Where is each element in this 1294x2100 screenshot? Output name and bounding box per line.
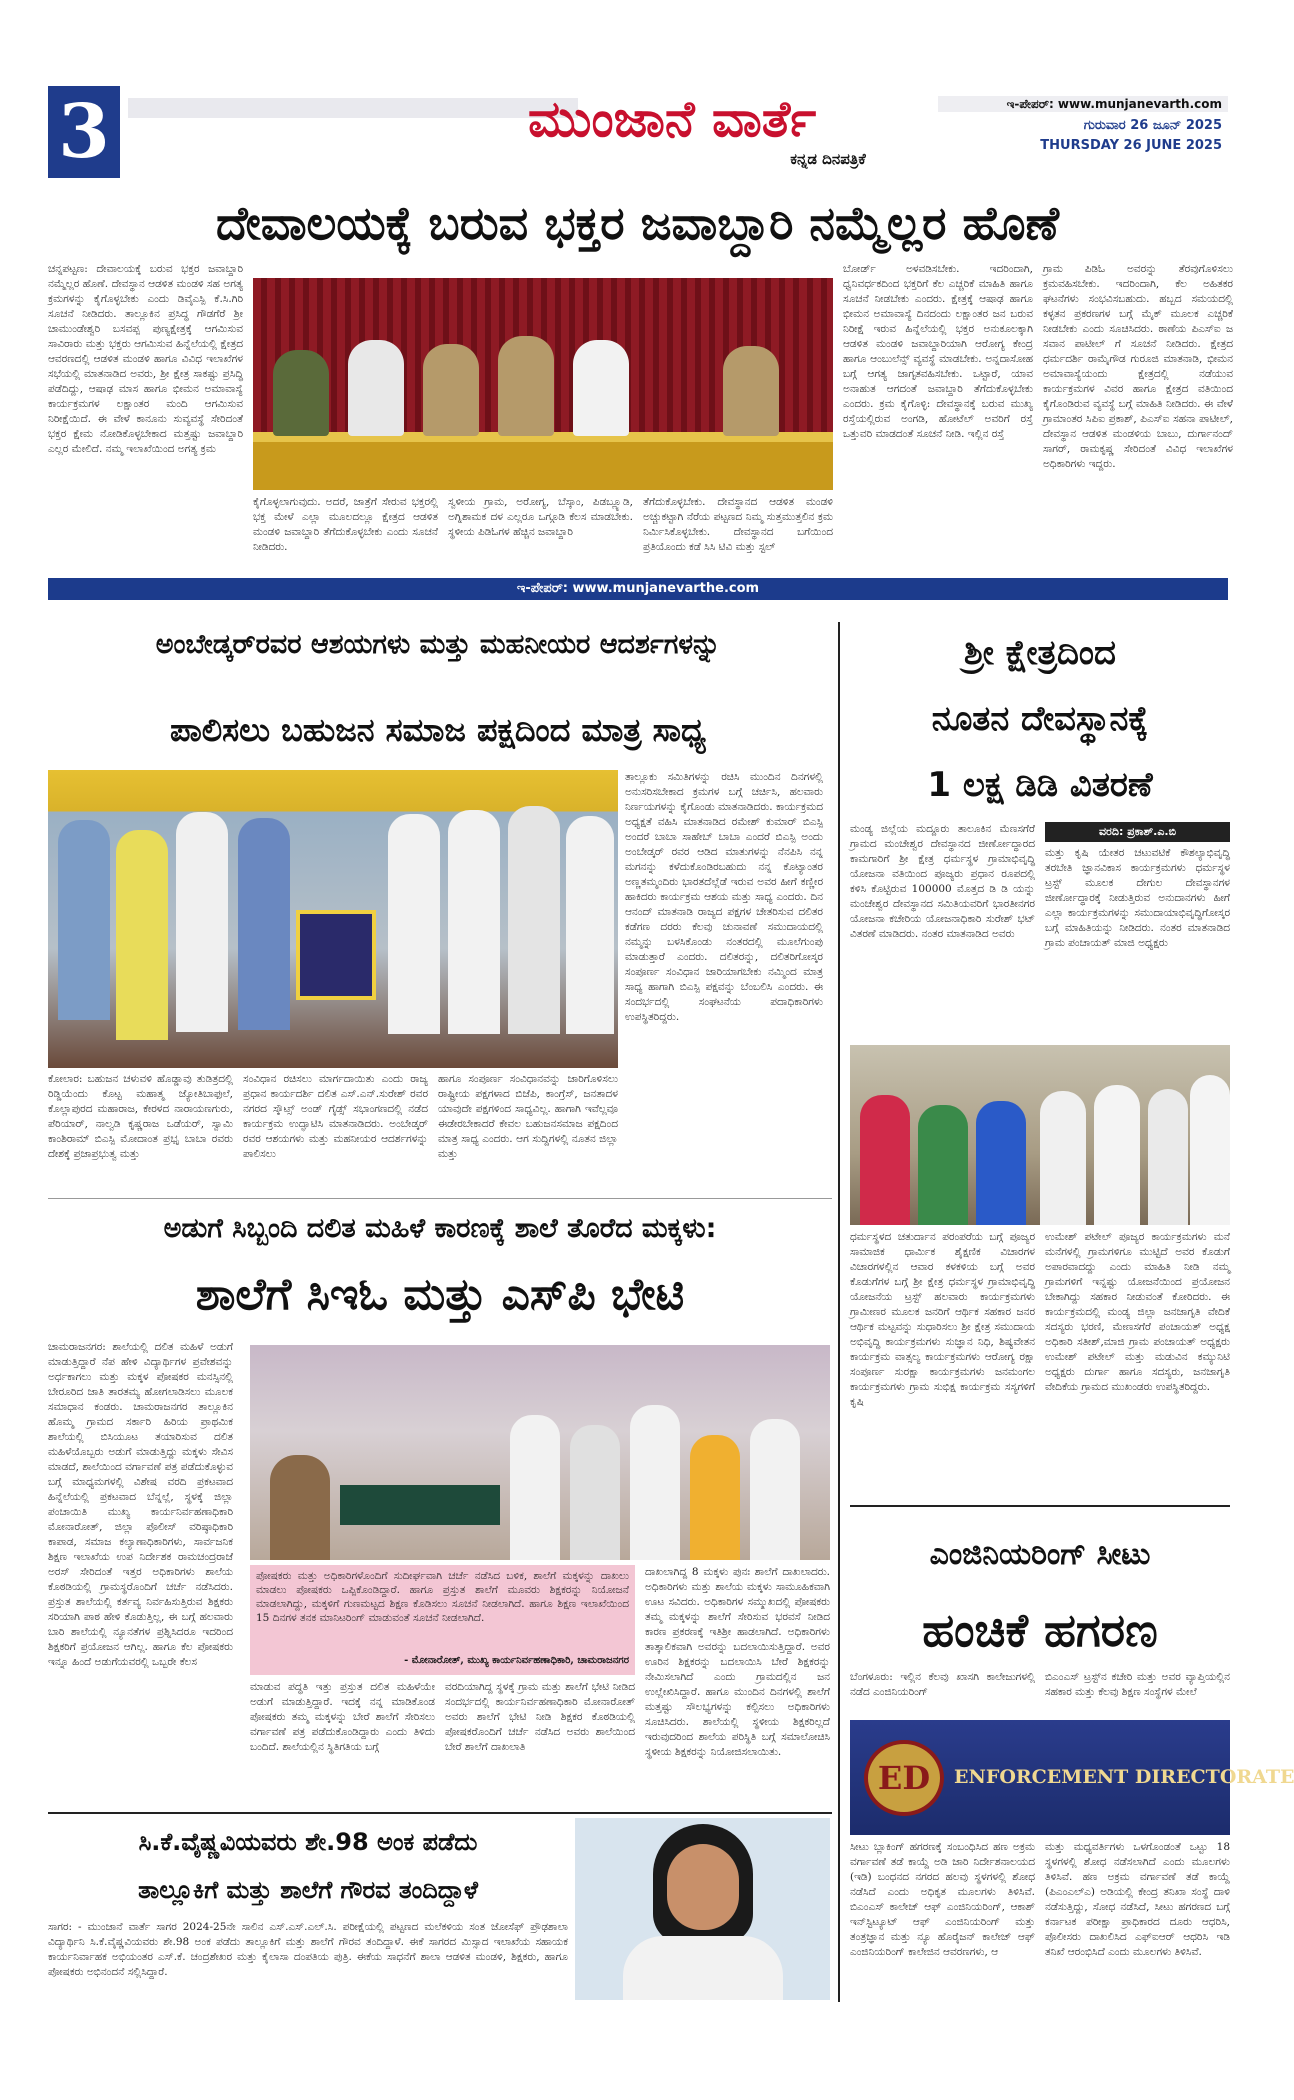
lead-col-1: ಚನ್ನಪಟ್ಟಣ: ದೇವಾಲಯಕ್ಕೆ ಬರುವ ಭಕ್ತರ ಜವಾಬ್ದಾರಿ ನಮ್ಮೆಲ್ಲರ ಹೊಣೆ. ದೇವಸ್ಥಾನ ಆಡಳಿತ ಮಂಡಳಿ ಸಹ ಅಗತ್ಯ ಕ್ರಮಗಳನ್ನು ಕೈಗೊಳ್ಳಬೇಕು ಎಂದು ಡಿವೈಎಸ್ಪಿ ಕೆ.ಸಿ.ಗಿರಿ ಸೂಚನೆ ನೀಡಿದರು. ತಾಲ್ಲೂಕಿನ ಪ್ರಸಿದ್ಧ ಗೌಡಗೆರೆ ಶ್ರೀ ಚಾಮುಂಡೇಶ್ವರಿ ಬಸವಪ್ಪ ಪುಣ್ಯಕ್ಷೇತ್ರಕ್ಕೆ ಆಗಮಿಸುವ ಸಾವಿರಾರು ಮತ್ತು ಭಕ್ತರು ಆಗಮಿಸುವ ಹಿನ್ನೆಲೆಯಲ್ಲಿ ಕ್ಷೇತ್ರದ ಆವರಣದಲ್ಲಿ ಆಡಳಿತ ಮಂಡಳಿ ಹಾಗೂ ವಿವಿಧ ಇಲಾಖೆಗಳ ಸಭೆಯಲ್ಲಿ ಮಾತನಾಡಿದ ಅವರು, ಶ್ರೀ ಕ್ಷೇತ್ರ ಸಾಕಷ್ಟು ಪ್ರಸಿದ್ಧಿ ಪಡೆದಿದ್ದು, ಆಷಾಢ ಮಾಸ ಹಾಗೂ ಭೀಮನ ಅಮಾವಾಸ್ಯೆ ಕಾರ್ಯಕ್ರಮಗಳ ಲಕ್ಷಾಂತರ ಮಂದಿ ಆಗಮಿಸುವ ನಿರೀಕ್ಷೆಯಿದೆ. ಈ ವೇಳೆ ಕಾನೂನು ಸುವ್ಯವಸ್ಥೆ ಸೇರಿದಂತೆ ಭಕ್ತರ ಕ್ಷೇಮ ನೋಡಿಕೊಳ್ಳಬೇಕಾದ ಮತ್ತಷ್ಟು ಜವಾಬ್ದಾರಿ ಎಲ್ಲರ ಮೇಲಿದೆ. ನಮ್ಮ ಇಲಾಖೆಯಿಂದ ಅಗತ್ಯ ಕ್ರಮ bbox=[48, 263, 243, 455]
bsp-photo-person bbox=[58, 820, 110, 1020]
student-top-rule bbox=[48, 1812, 832, 1814]
engineering-photo-sign: ENFORCEMENT DIRECTORATE bbox=[954, 1766, 1294, 1788]
epaper-banner[interactable] bbox=[48, 578, 1228, 600]
devasthana-photo-person bbox=[1094, 1085, 1140, 1225]
bsp-photo-portrait bbox=[296, 910, 376, 1000]
lead-col-3: ಸ್ವಳೀಯ ಗ್ರಾಮ, ಅರೋಗ್ಯ, ಬೆಸ್ಕಾಂ, ಪಿಡಬ್ಲ್ಯೂಡಿ, ಅಗ್ನಿಶಾಮಕ ದಳ ಎಲ್ಲರೂ ಒಗ್ಗೂಡಿ ಕೆಲಸ ಮಾಡಬೇಕು. ಸ್ಥಳೀಯ ಪಿಡಿಓಗಳ ಹೆಚ್ಚಿನ ಜವಾಬ್ದಾರಿ bbox=[448, 496, 633, 538]
masthead-left-band bbox=[128, 98, 578, 118]
devasthana-byline bbox=[1045, 822, 1230, 842]
school-headline-line-2: ಶಾಲೆಗೆ ಸಿಇಓ ಮತ್ತು ಎಸ್‌ಪಿ ಭೇಟಿ bbox=[195, 1269, 685, 1320]
lead-photo-person bbox=[423, 344, 479, 436]
school-photo-person bbox=[510, 1415, 560, 1560]
devasthana-photo-person bbox=[860, 1095, 910, 1225]
bsp-right-col: ತಾಲ್ಲೂಕು ಸಮಿತಿಗಳನ್ನು ರಚಿಸಿ ಮುಂದಿನ ದಿನಗಳಲ್ಲಿ ಅನುಸರಿಸಬೇಕಾದ ಕ್ರಮಗಳ ಬಗ್ಗೆ ಚರ್ಚಿಸಿ, ಹಲವಾರು ನಿರ್ಣಯಗಳನ್ನು ಕೈಗೊಂಡು ಮಾತನಾಡಿದರು. ಕಾರ್ಯಕ್ರಮದ ಅಧ್ಯಕ್ಷತೆ ವಹಿಸಿ ಮಾತನಾಡಿದ ರಮೇಶ್ ಕುಮಾರ್ ಬಿಎಸ್ಪಿ ಅಂದರೆ ಬಾಬಾ ಸಾಹೇಬ್ ಬಾಬಾ ಎಂದರೆ ಬಿಎಸ್ಪಿ ಅಂದು ಅಂಬೇಡ್ಕರ್ ರವರ ಆಡಿದ ಮಾತುಗಳನ್ನು ನೆನಪಿಸಿ ನನ್ನ ಮಗನನ್ನು ಕಳೆದುಕೊಂಡಿರಬಹುದು ನನ್ನ ಕೊಟ್ಯಾಂತರ ಅಣ್ಣತಮ್ಮಂದಿರು ಭಾರತದೆಲ್ಲೆಡೆ ಇರುವ ಅವರ ಹೀಗೆ ಕಣ್ಣೀರ ಹಾಕಿದರು ಕಾರ್ಯಕ್ರಮ ಆಶಯ ಮತ್ತು ಸಾಧ್ಯ ಎಂದರು. ದಿನ ಆನಂದ್ ಮಾತನಾಡಿ ರಾಜ್ಯದ ಪಕ್ಷಗಳ ಚೇತರಿಸುವ ದಲಿತರ ಕಡೆಗಣ ದರರು ಕೆಲವು ಚುನಾವಣೆ ಸಮುದಾಯದಲ್ಲಿ ನಮ್ಮನ್ನು ಬಳಸಿಕೊಂಡು ನಂತರದಲ್ಲಿ ಮೂಲೆಗುಂಪು ಮಾಡುತ್ತಾರೆ ಎಂದರು. ದಲಿತರನ್ನು, ದಲಿತರಿಗೋಸ್ಕರ ಸಂಪೂರ್ಣ ಸಂವಿಧಾನ ಜಾರಿಯಾಗಬೇಕು ನಮ್ಮಿಂದ ಮಾತ್ರ ಸಾಧ್ಯ ಹಾಗಾಗಿ ಬಿಎಸ್ಪಿ ಪಕ್ಷವನ್ನು ಬೆಂಬಲಿಸಿ ಎಂದರು. ಈ ಸಂದರ್ಭದಲ್ಲಿ ಸಂಘಟನೆಯ ಪದಾಧಿಕಾರಿಗಳು ಉಪಸ್ಥಿತರಿದ್ದರು. bbox=[625, 771, 823, 1023]
lead-photo-stage bbox=[253, 442, 833, 490]
engineering-top-rule bbox=[850, 1505, 1230, 1507]
lead-photo bbox=[253, 278, 833, 490]
bsp-bottom-rule bbox=[48, 1198, 832, 1199]
bsp-photo-person bbox=[566, 816, 614, 1034]
bsp-photo-person bbox=[238, 818, 290, 1030]
school-photo-person bbox=[630, 1405, 680, 1560]
student-headline-line-1: ಸಿ.ಕೆ.ವೈಷ್ಣವಿಯವರು ಶೇ.98 ಅಂಕ ಪಡೆದು bbox=[138, 1828, 478, 1856]
devasthana-headline-line-2: ನೂತನ ದೇವಸ್ಥಾನಕ್ಕೆ bbox=[931, 699, 1149, 739]
school-col-2: ಮಾಡುವ ಪದ್ಧತಿ ಇತ್ತು ಪ್ರಸ್ತುತ ದಲಿತ ಮಹಿಳೆಯೇ ಅಡುಗೆ ಮಾಡುತ್ತಿದ್ದಾರೆ. ಇದಕ್ಕೆ ನನ್ನ ಮಾಡಿಕೊಂಡ ಪೋಷಕರು ತಮ್ಮ ಮಕ್ಕಳನ್ನು ಬೇರೆ ಶಾಲೆಗೆ ಸೇರಿಸಲು ವರ್ಗಾವಣೆ ಪತ್ರ ಪಡೆದುಕೊಂಡಿದ್ದಾರು ಎಂದು ತಿಳಿದು ಬಂದಿದೆ. ಶಾಲೆಯಲ್ಲಿನ ಸ್ಥಿತಿಗತಿಯ ಬಗ್ಗೆ bbox=[250, 1681, 435, 1753]
bsp-col-2: ಸಂವಿಧಾನ ರಚಿಸಲು ಮಾರ್ಗದಾಯಿತು ಎಂದು ರಾಜ್ಯ ಪ್ರಧಾನ ಕಾರ್ಯದರ್ಶಿ ದಲಿತ ಎಸ್.ಎನ್.ಸುರೇಶ್ ರವರ ನಗರದ ಸ್ಕೌಟ್ಸ್ ಅಂಡ್ ಗೈಡ್ಸ್ ಸಭಾಂಗಣದಲ್ಲಿ ನಡೆದ ಕಾರ್ಯಕ್ರಮ ಉದ್ಘಾಟಿಸಿ ಮಾತನಾಡಿದರು. ಅಂಬೇಡ್ಕರ್ ರವರ ಆಶಯಗಳು ಮತ್ತು ಮಹನೀಯರ ಆದರ್ಶಗಳನ್ನು ಪಾಲಿಸಲು bbox=[243, 1073, 428, 1160]
page-number: 3 bbox=[58, 89, 110, 175]
bsp-photo-person bbox=[508, 806, 560, 1034]
school-photo-person bbox=[750, 1419, 800, 1560]
lead-photo-person bbox=[273, 350, 329, 436]
bsp-col-3: ಹಾಗೂ ಸಂಪೂರ್ಣ ಸಂವಿಧಾನವನ್ನು ಜಾರಿಗೊಳಿಸಲು ರಾಷ್ಟ್ರೀಯ ಪಕ್ಷಗಳಾದ ಬಿಜೆಪಿ, ಕಾಂಗ್ರೆಸ್, ಜನತಾದಳ ಯಾವುದೇ ಪಕ್ಷಗಳಿಂದ ಸಾಧ್ಯವಿಲ್ಲ. ಹಾಗಾಗಿ ಇವೆಲ್ಲವೂ ಈಡೇರಬೇಕಾದರೆ ಕೇವಲ ಬಹುಜನಸಮಾಜ ಪಕ್ಷದಿಂದ ಮಾತ್ರ ಸಾಧ್ಯ ಎಂದರು. ಆಗ ಸುದ್ದಿಗಳಲ್ಲಿ ನೂತನ ಜಿಲ್ಲಾ ಮತ್ತು bbox=[438, 1073, 618, 1160]
devasthana-col-4: ಉಮೇಶ್ ಪಟೇಲ್ ಪೂಜ್ಯರ ಕಾರ್ಯಕ್ರಮಗಳು ಮನೆ ಮನೆಗಳಲ್ಲಿ ಗ್ರಾಮಗಳಿಗೂ ಮುಟ್ಟಿದೆ ಅವರ ಕೊಡುಗೆ ಅಪಾರವಾದದ್ದು ಎಂದು ಮಾಹಿತಿ ನೀಡಿ ನಮ್ಮ ಗ್ರಾಮಗಳಿಗೆ ಇನ್ನಷ್ಟು ಯೋಜನೆಯಿಂದ ಪ್ರಯೋಜನ ಬೇಕಾಗಿದ್ದು ಸಹಕಾರ ನೀಡುವಂತೆ ಕೋರಿದರು. ಈ ಕಾರ್ಯಕ್ರಮದಲ್ಲಿ ಮಂಡ್ಯ ಜಿಲ್ಲಾ ಜನಜಾಗೃತಿ ವೇದಿಕೆ ಸದಸ್ಯರು ಭರಣಿ, ಮೇಣಸಗೆರೆ ಪಂಚಾಯತ್ ಅಧ್ಯಕ್ಷ ಅಧಿಕಾರಿ ಸತೀಶ್,ಮಾಜಿ ಗ್ರಾಮ ಪಂಚಾಯತ್ ಅಧ್ಯಕ್ಷರು ಉಮೇಶ್ ಪಟೇಲ್ ಮತ್ತು ಮಡುವಿನ ಕಮ್ಯುನಿಟಿ ಅಧ್ಯಕ್ಷರು ದುರ್ಗಾ ಹಾಗೂ ಸದಸ್ಯರು, ಜನಜಾಗೃತಿ ವೇದಿಕೆಯ ಗ್ರಾಮದ ಮುಖಂಡರು ಉಪಸ್ಥಿತರಿದ್ದರು. bbox=[1045, 1231, 1230, 1393]
school-col-1: ಚಾಮರಾಜನಗರ: ಶಾಲೆಯಲ್ಲಿ ದಲಿತ ಮಹಿಳೆ ಅಡುಗೆ ಮಾಡುತ್ತಿದ್ದಾರೆ ನೆಪ ಹೇಳಿ ವಿದ್ಯಾರ್ಥಿಗಳ ಪ್ರವೇಶವನ್ನು ಅರ್ಧಕಾಗಲು ಮತ್ತು ಮಕ್ಕಳ ಪೋಷಕರ ಮನಸ್ಸಿನಲ್ಲಿ ಬೇರೂರಿದ ಜಾತಿ ತಾರತಮ್ಯ ಹೋಗಲಾಡಿಸಲು ಮೂಲಕ ಸಮಾಧಾನ ಕಂಡರು. ಚಾಮರಾಜನಗರ ತಾಲ್ಲೂಕಿನ ಹೊಮ್ಮ ಗ್ರಾಮದ ಸರ್ಕಾರಿ ಹಿರಿಯ ಪ್ರಾಥಮಿಕ ಶಾಲೆಯಲ್ಲಿ ಬಿಸಿಯೂಟ ತಯಾರಿಸುವ ದಲಿತ ಮಹಿಳೆಯೊಬ್ಬರು ಅಡುಗೆ ಮಾಡುತ್ತಿದ್ದು ಮಕ್ಕಳು ಸೇವಿಸ ಮಾಡದೆ, ಶಾಲೆಯಿಂದ ವರ್ಗಾವಣೆ ಪತ್ರ ಪಡೆದುಕೊಳ್ಳುವ ಬಗ್ಗೆ ಮಾಧ್ಯಮಗಳಲ್ಲಿ ವಿಶೇಷ ವರದಿ ಪ್ರಕಟವಾದ ಹಿನ್ನೆಲೆಯಲ್ಲಿ ಪ್ರಕಟವಾದ ಬೆನ್ನಲ್ಲೆ, ಸ್ಥಳಕ್ಕೆ ಜಿಲ್ಲಾ ಪಂಚಾಯಿತಿ ಮುಖ್ಯ ಕಾರ್ಯನಿರ್ವಹಣಾಧಿಕಾರಿ ಮೋನಾರೋತ್, ಜಿಲ್ಲಾ ಪೊಲೀಸ್ ವರಿಷ್ಠಾಧಿಕಾರಿ ಕಾಪಾಡ, ಸಮಾಜ ಕಲ್ಯಾಣಾಧಿಕಾರಿಗಳು, ಸಾರ್ವಜನಿಕ ಶಿಕ್ಷಣ ಇಲಾಖೆಯ ಉಪ ನಿರ್ದೇಶಕ ರಾಮಚಂದ್ರರಾಜೆ ಅರಸ್ ಸೇರಿದಂತೆ ಇತ್ತರ ಅಧಿಕಾರಿಗಳು ಶಾಲೆಯ ಕೊಠಡಿಯಲ್ಲಿ ಗ್ರಾಮಸ್ಥರೊಂದಿಗೆ ಚರ್ಚೆ ನಡೆಸಿದರು. ಪ್ರಸ್ತುತ ಶಾಲೆಯಲ್ಲಿ ಕರ್ತವ್ಯ ನಿರ್ವಹಿಸುತ್ತಿರುವ ಶಿಕ್ಷಕರು ಸರಿಯಾಗಿ ಪಾಠ ಹೇಳಿ ಕೊಡುತ್ತಿಲ್ಲ, ಈ ಬಗ್ಗೆ ಹಲವಾರು ಬಾರಿ ಶಾಲೆಯಲ್ಲಿ ನ್ಯೂನತೆಗಳ ಪ್ರಶ್ನಿಸಿದರೂ ಇದರಿಂದ ಶಿಕ್ಷಕರಿಗೆ ಪ್ರಯೋಜನ ಆಗಿಲ್ಲ. ಹಾಗೂ ಕೆಲ ಪೋಷಕರು ಇನ್ನೂ ಹಿಂದೆ ಅಡುಗೆಯವರಲ್ಲಿ ಒಬ್ಬರೇ ಕೆಲಸ bbox=[48, 1341, 233, 1668]
bsp-photo-person bbox=[176, 812, 228, 1032]
lead-photo-person bbox=[498, 336, 554, 436]
school-photo-table bbox=[340, 1485, 500, 1525]
page-number-box bbox=[48, 86, 120, 178]
bsp-headline-line-1: ಅಂಬೇಡ್ಕರ್‌ರವರ ಆಶಯಗಳು ಮತ್ತು ಮಹನೀಯರ ಆದರ್ಶಗಳನ್ನು bbox=[155, 629, 721, 660]
masthead-subtitle: ಕನ್ನಡ ದಿನಪತ್ರಿಕೆ bbox=[790, 150, 866, 168]
lead-photo-person bbox=[573, 340, 629, 436]
school-headline-line-1: ಅಡುಗೆ ಸಿಬ್ಬಂದಿ ದಲಿತ ಮಹಿಳೆ ಕಾರಣಕ್ಕೆ ಶಾಲೆ ತೊರೆದ ಮಕ್ಕಳು: bbox=[163, 1213, 717, 1244]
date-kannada: ಗುರುವಾರ 26 ಜೂನ್ 2025 bbox=[1083, 118, 1222, 133]
lead-col-5: ಬೋರ್ಡ್ ಅಳವಡಿಸಬೇಕು. ಇದರಿಂದಾಗಿ, ಧ್ವನಿವರ್ಧಕದಿಂದ ಭಕ್ತರಿಗೆ ಕೆಲ ಎಚ್ಚರಿಕೆ ಮಾಹಿತಿ ಹಾಗೂ ಸೂಚನೆ ನೀಡಬೇಕು ಎಂದರು. ಕ್ಷೇತ್ರಕ್ಕೆ ಆಷಾಢ ಹಾಗೂ ಭೀಮನ ಅಮಾವಾಸ್ಯೆ ದಿನದಂದು ಲಕ್ಷಾಂತರ ಜನ ಬರುವ ನಿರೀಕ್ಷೆ ಇರುವ ಹಿನ್ನೆಲೆಯಲ್ಲಿ ಭಕ್ತರ ಅನುಕೂಲಕ್ಕಾಗಿ ಆಡಳಿತ ಮಂಡಳಿ ಜವಾಬ್ದಾರಿಯಾಗಿ ಆರೋಗ್ಯ ಕೇಂದ್ರ ಹಾಗೂ ಆಂಬುಲೆನ್ಸ್ ವ್ಯವಸ್ಥೆ ಮಾಡಬೇಕು. ಅನ್ನದಾಸೋಹ ಬಗ್ಗೆ ಆಗತ್ಯ ಜಾಗೃತವಹಿಸಬೇಕು. ಒಟ್ಟಾರೆ, ಯಾವ ಅನಾಹುತ ಆಗದಂತೆ ಜವಾಬ್ದಾರಿ ತೆಗೆದುಕೊಳ್ಳಬೇಕು ಎಂದರು. ಕ್ರಮ ಕೈಗೊಳ್ಳಿ: ದೇವಸ್ಥಾನಕ್ಕೆ ಬರುವ ಮುಖ್ಯ ರಸ್ತೆಯಲ್ಲಿರುವ ಅಂಗಡಿ, ಹೋಟೆಲ್ ಅವರಿಗೆ ರಸ್ತೆ ಒತ್ತುವರಿ ಮಾಡದಂತೆ ಸೂಚನೆ ನೀಡಿ. ಇಲ್ಲಿನ ರಸ್ತೆ bbox=[843, 263, 1033, 440]
bsp-photo-person bbox=[448, 810, 500, 1034]
devasthana-headline-line-3: 1 ಲಕ್ಷ ಡಿಡಿ ವಿತರಣೆ bbox=[927, 765, 1153, 805]
engineering-col-1: ಬೆಂಗಳೂರು: ಇಲ್ಲಿನ ಕೆಲವು ಖಾಸಗಿ ಕಾಲೇಜುಗಳಲ್ಲಿ ನಡೆದ ಎಂಜಿನಿಯರಿಂಗ್ bbox=[850, 1671, 1035, 1698]
lead-headline: ದೇವಾಲಯಕ್ಕೆ ಬರುವ ಭಕ್ತರ ಜವಾಬ್ದಾರಿ ನಮ್ಮೆಲ್ಲರ ಹೊಣೆ bbox=[215, 196, 1060, 250]
school-photo-person bbox=[270, 1455, 330, 1560]
bsp-headline-line-2: ಪಾಲಿಸಲು ಬಹುಜನ ಸಮಾಜ ಪಕ್ಷದಿಂದ ಮಾತ್ರ ಸಾಧ್ಯ bbox=[169, 711, 707, 749]
devasthana-photo-person bbox=[976, 1101, 1026, 1225]
engineering-col-2: ಬಿಎಂಎಸ್ ಟ್ರಸ್ಟ್‌ನ ಕಚೇರಿ ಮತ್ತು ಅವರ ವ್ಯಾಪ್ತಿಯಲ್ಲಿನ ಸಹಕಾರ ಮತ್ತು ಕೆಲವು ಶಿಕ್ಷಣ ಸಂಸ್ಥೆಗಳ ಮೇಲೆ bbox=[1045, 1671, 1230, 1698]
devasthana-col-3: ಧರ್ಮಸ್ಥಳದ ಚತುರ್ದಾನ ಪರಂಪರೆಯ ಬಗ್ಗೆ ಪೂಜ್ಯರ ಸಾಮಾಜಿಕ ಧಾರ್ಮಿಕ ಶೈಕ್ಷಣಿಕ ವಿಚಾರಗಳ ವಿಚಾರಗಳಲ್ಲಿನ ಆವಾರ ಕಳಕಳಿಯ ಬಗ್ಗೆ ಅವರ ಕೊಡುಗೆಗಳ ಬಗ್ಗೆ ಶ್ರೀ ಕ್ಷೇತ್ರ ಧರ್ಮಸ್ಥಳ ಗ್ರಾಮಾಭಿವೃದ್ಧಿ ಯೋಜನೆಯ ಟ್ರಸ್ಟ್ ಹಲವಾರು ಕಾರ್ಯಕ್ರಮಗಳು ಗ್ರಾಮೀಣರ ಮೂಲಕ ಜನರಿಗೆ ಆರ್ಥಿಕ ಸಹಕಾರ ಜನರ ಆರ್ಥಿಕ ಮಟ್ಟವನ್ನು ಸುಧಾರಿಸಲು ಶ್ರೀ ಕ್ಷೇತ್ರ ಸಮುದಾಯ ಅಭಿವೃದ್ಧಿ ಕಾರ್ಯಕ್ರಮಗಳು ಸುಜ್ಞಾನ ನಿಧಿ, ಶಿಷ್ಯವೇತನ ಕಾರ್ಯಕ್ರಮ ವಾತ್ಸಲ್ಯ ಕಾರ್ಯಕ್ರಮಗಳು ಆರೋಗ್ಯ ರಕ್ಷಾ ಸಂಪೂರ್ಣ ಸುರಕ್ಷಾ ಕಾರ್ಯಕ್ರಮಗಳು ಜನಮಂಗಲ ಕಾರ್ಯಕ್ರಮಗಳು ಗ್ರಾಮ ಸುಭಿಕ್ಷ ಕಾರ್ಯಕ್ರಮ ಸಸ್ಯಗಳಿಗೆ ಕೃಷಿ bbox=[850, 1231, 1035, 1408]
engineering-col-4: ಮತ್ತು ಮಧ್ಯವರ್ತಿಗಳು ಒಳಗೊಂಡಂತೆ ಒಟ್ಟು 18 ಸ್ಥಳಗಳಲ್ಲಿ ಶೋಧ ನಡೆಸಲಾಗಿದೆ ಎಂದು ಮೂಲಗಳು ತಿಳಿಸಿವೆ. ಹಣ ಅಕ್ರಮ ವರ್ಗಾವಣೆ ತಡೆ ಕಾಯ್ದೆ (ಪಿಎಂಎಲ್‌ಎ) ಅಡಿಯಲ್ಲಿ ಕೇಂದ್ರ ತನಿಖಾ ಸಂಸ್ಥೆ ದಾಳಿ ನಡೆಸುತ್ತಿದ್ದು, ಸೋಧ ನಡೆಸಿದೆ, ಸೀಟು ಹಗರಣದ ಬಗ್ಗೆ ಕರ್ನಾಟಕ ಪರೀಕ್ಷಾ ಪ್ರಾಧಿಕಾರದ ದೂರು ಆಧರಿಸಿ, ಪೊಲೀಸರು ದಾಖಲಿಸಿದ ಎಫ್‌ಐಆರ್ ಆಧರಿಸಿ ಇಡಿ ತನಿಖೆ ಆರಂಭಿಸಿದೆ ಎಂದು ಮೂಲಗಳು ತಿಳಿಸಿವೆ. bbox=[1045, 1841, 1230, 1958]
epaper-banner-text: ಇ-ಪೇಪರ್: www.munjanevarthe.com bbox=[516, 581, 760, 596]
devasthana-headline-line-1: ಶ್ರೀ ಕ್ಷೇತ್ರದಿಂದ bbox=[964, 633, 1116, 673]
engineering-col-3: ಸೀಟು ಬ್ಲಾಕಿಂಗ್ ಹಗರಣಕ್ಕೆ ಸಂಬಂಧಿಸಿದ ಹಣ ಅಕ್ರಮ ವರ್ಗಾವಣೆ ತಡೆ ಕಾಯ್ದೆ ಅಡಿ ಜಾರಿ ನಿರ್ದೇಶನಾಲಯದ (ಇಡಿ) ಬಂಧನದ ನಗರದ ಹಲವು ಸ್ಥಳಗಳಲ್ಲಿ ಶೋಧ ನಡೆಸಿದೆ ಎಂದು ಅಧಿಕೃತ ಮೂಲಗಳು ತಿಳಿಸಿವೆ. ಬಿಎಂಎಸ್ ಕಾಲೇಜ್ ಆಫ್ ಎಂಜಿನಿಯರಿಂಗ್, ಆಕಾಶ್ ಇನ್‌ಸ್ಟಿಟ್ಯೂಟ್ ಆಫ್ ಎಂಜಿನಿಯರಿಂಗ್ ಮತ್ತು ತಂತ್ರಜ್ಞಾನ ಮತ್ತು ನ್ಯೂ ಹೊರೈಜನ್ ಕಾಲೇಜ್ ಆಫ್ ಎಂಜಿನಿಯರಿಂಗ್ ಕಾಲೇಜಿನ ಆವರಣಗಳು, ಆ bbox=[850, 1841, 1035, 1958]
bsp-col-1: ಕೋಲಾರ: ಬಹುಜನ ಚಳುವಳಿ ಹೊಡ್ಡಾವು ತುಡಿತ್ರದಲ್ಲಿ ರಿಡ್ಡಿಯೆಂದು ಕೊಟ್ಟ ಮಹಾತ್ಮ ಜ್ಯೋತಿಬಾಫುಲೆ, ಕೊಲ್ಲಾಪುರದ ಮಹಾರಾಜ, ಕೇರಳದ ನಾರಾಯಣಗುರು, ಪೆರಿಯಾರ್, ನಾಲ್ವಡಿ ಕೃಷ್ಣರಾಜ ಒಡೆಯರ್, ಸ್ವಾಮಿ ಕಾಂಶಿರಾಮ್ ಬಿಎಸ್ಪಿ ಮೋದಾಂತ ಪ್ರಭೃ ಬಾಬಾ ರವರು ದೇಶಕ್ಕೆ ಪ್ರಜಾಪ್ರಭುತ್ವ ಮತ್ತು bbox=[48, 1073, 233, 1160]
student-photo-face bbox=[667, 1844, 739, 1930]
masthead-title: ಮುಂಜಾನೆ ವಾರ್ತೆ bbox=[528, 90, 817, 148]
lead-col-4: ತೆಗೆದುಕೊಳ್ಳಬೇಕು. ದೇವಸ್ಥಾನದ ಆಡಳಿತ ಮಂಡಳಿ ಅಚ್ಚುಕಟ್ಟಾಗಿ ನೆರೆಯ ಪಟ್ಟಣದ ನಿಮ್ಮ ಸುತ್ತಮುತ್ತಲಿನ ಕ್ರಮ ನಿರ್ಮಿಸಿಕೊಳ್ಳಬೇಕು. ದೇವಸ್ಥಾನದ ಬಗೆಯಿಂದ ಪ್ರತಿಯೊಂದು ಕಡೆ ಸಿಸಿ ಟಿವಿ ಮತ್ತು ಸ್ಟಲ್ bbox=[643, 496, 833, 553]
devasthana-photo bbox=[850, 1045, 1230, 1225]
school-callout bbox=[250, 1565, 635, 1675]
bsp-photo-person bbox=[388, 814, 440, 1034]
bsp-photo bbox=[48, 770, 618, 1068]
student-body: ಸಾಗರ: - ಮುಂಜಾನೆ ವಾರ್ತೆ ಸಾಗರ 2024-25ನೇ ಸಾಲಿನ ಎಸ್.ಎಸ್.ಎಲ್.ಸಿ. ಪರೀಕ್ಷೆಯಲ್ಲಿ ಪಟ್ಟಣದ ಮಲೆಕಳಿಯ ಸಂತ ಜೋಸೆಫ್ ಪ್ರೌಢಶಾಲಾ ವಿದ್ಯಾರ್ಥಿನಿ ಸಿ.ಕೆ.ವೈಷ್ಣವಿಯವರು ಶೇ.98 ಅಂಕ ಪಡೆದು ತಾಲ್ಲೂಕಿಗೆ ಮತ್ತು ಶಾಲೆಗೆ ಗೌರವ ತಂದಿದ್ದಾಳೆ. ಈಕೆ ಸಾಗರದ ಮಿಸ್ಸಾದ ಇಲಾಖೆಯ ಸಹಾಯಕ ಕಾರ್ಯನಿರ್ವಾಹಕ ಅಭಿಯಂತರ ಎಸ್.ಕೆ. ಚಂದ್ರಶೇಖರ ಮತ್ತು ಕೈಲಾಸಾ ದಂಪತಿಯ ಪುತ್ರಿ. ಈಕೆಯ ಸಾಧನೆಗೆ ಶಾಲಾ ಆಡಳಿತ ಮಂಡಳಿ, ಶಿಕ್ಷಕರು, ಹಾಗೂ ಪೋಷಕರು ಅಭಿನಂದನೆ ಸಲ್ಲಿಸಿದ್ದಾರೆ. bbox=[48, 1921, 568, 1978]
ed-emblem-icon: ED bbox=[864, 1740, 944, 1816]
school-photo bbox=[250, 1345, 830, 1560]
date-english: THURSDAY 26 JUNE 2025 bbox=[1040, 138, 1222, 153]
devasthana-photo-person bbox=[918, 1105, 968, 1225]
devasthana-photo-person bbox=[1190, 1075, 1230, 1225]
masthead bbox=[48, 86, 1228, 178]
school-photo-person bbox=[690, 1435, 740, 1560]
lead-photo-person bbox=[723, 346, 779, 436]
school-callout-signature: - ಮೋನಾರೋತ್, ಮುಖ್ಯ ಕಾರ್ಯನಿರ್ವಹಣಾಧಿಕಾರಿ, ಚಾಮರಾಜನಗರ bbox=[404, 1655, 629, 1666]
lead-photo-person bbox=[348, 340, 404, 436]
engineering-headline-line-2: ಹಂಚಿಕೆ ಹಗರಣ bbox=[922, 1603, 1158, 1657]
devasthana-photo-person bbox=[1148, 1089, 1188, 1225]
engineering-photo bbox=[850, 1720, 1294, 1835]
student-photo bbox=[575, 1818, 830, 2000]
student-photo-uniform bbox=[623, 1936, 783, 2000]
devasthana-byline-text: ವರದಿ: ಪ್ರಕಾಶ್.ಎ.ಬಿ bbox=[1099, 825, 1176, 838]
lead-col-6: ಗ್ರಾಮ ಪಿಡಿಓ ಅವರನ್ನು ತೆರವುಗೊಳಿಸಲು ಕ್ರಮವಹಿಸಬೇಕು. ಇದರಿಂದಾಗಿ, ಕೆಲ ಅಹಿತಕರ ಘಟನೆಗಳು ಸಂಭವಿಸಬಹುದು. ಹಬ್ಬದ ಸಮಯದಲ್ಲಿ ಕಳ್ಳತನ ಪ್ರಕರಣಗಳ ಬಗ್ಗೆ ಮೈಕ್ ಮೂಲಕ ಎಚ್ಚರಿಕೆ ನೀಡಬೇಕು ಎಂದು ಸೂಚಿಸಿದರು. ಠಾಣೆಯ ಪಿಎಸ್ಐ ಜ ಸವಾನ ಪಾಟೀಲ್ ಗೆ ಸೂಚನೆ ನೀಡಿದರು. ಕ್ಷೇತ್ರದ ಧರ್ಮದರ್ಶಿ ರಾಮೈಗೌಡ ಗುರೂಜಿ ಮಾತನಾಡಿ, ಭೀಮನ ಅಮಾವಾಸ್ಯೆಯಂದು ಕ್ಷೇತ್ರದಲ್ಲಿ ನಡೆಯುವ ಕಾರ್ಯಕ್ರಮಗಳ ವಿವರ ಹಾಗೂ ಕ್ಷೇತ್ರದ ವತಿಯಿಂದ ಕೈಗೊಂಡಿರುವ ವ್ಯವಸ್ಥೆ ಬಗ್ಗೆ ಮಾಹಿತಿ ನೀಡಿದರು. ಈ ವೇಳೆ ಗ್ರಾಮಾಂತರ ಸಿಪಿಐ ಪ್ರಕಾಶ್, ಪಿಎಸ್ಐ ಸಹನಾ ಪಾಟೀಲ್, ದೇವಸ್ಥಾನ ಆಡಳಿತ ಮಂಡಳಿಯ ಬಾಬು, ದುರ್ಗಾನಂದ್ ಸಾಗರ್, ರಾಮಕೃಷ್ಣ ಸೇರಿದಂತೆ ವಿವಿಧ ಇಲಾಖೆಗಳ ಅಧಿಕಾರಿಗಳು ಇದ್ದರು. bbox=[1043, 263, 1233, 470]
engineering-headline-line-1: ಎಂಜಿನಿಯರಿಂಗ್ ಸೀಟು bbox=[929, 1537, 1151, 1572]
school-col-4: ದಾಖಲಾಗಿದ್ದ 8 ಮಕ್ಕಳು ಪುನಃ ಶಾಲೆಗೆ ದಾಖಲಾದರು. ಅಧಿಕಾರಿಗಳು ಮತ್ತು ಶಾಲೆಯ ಮಕ್ಕಳು ಸಾಮೂಹಿಕವಾಗಿ ಊಟ ಸವಿದರು. ಅಧಿಕಾರಿಗಳ ಸಮ್ಮುಖದಲ್ಲಿ ಪೋಷಕರು ತಮ್ಮ ಮಕ್ಕಳನ್ನು ಶಾಲೆಗೆ ಸೇರಿಸುವ ಭರವಸೆ ನೀಡಿದ ಕಾರಣ ಪ್ರಕರಣಕ್ಕೆ ಇತಿಶ್ರೀ ಹಾಡಲಾಗಿದೆ. ಅಧಿಕಾರಿಗಳು ತಾತ್ಕಾಲಿಕವಾಗಿ ಅವರನ್ನು ಬದಲಾಯಿಸುತ್ತಿದ್ದಾರೆ. ಅವರ ಊರಿನ ಶಿಕ್ಷಕರನ್ನು ಬದಲಾಯಿಸಿ ಬೇರೆ ಶಿಕ್ಷಕರನ್ನು ನೇಮಿಸಲಾಗಿದೆ ಎಂದು ಗ್ರಾಮದಲ್ಲಿನ ಜನ ಉಲ್ಲೇಖಿಸಿದ್ದಾರೆ. ಹಾಗೂ ಮುಂದಿನ ದಿನಗಳಲ್ಲಿ ಶಾಲೆಗೆ ಮತ್ತಷ್ಟು ಸೌಲಭ್ಯಗಳನ್ನು ಕಲ್ಪಿಸಲು ಅಧಿಕಾರಿಗಳು ಸೂಚಿಸಿದರು. ಶಾಲೆಯಲ್ಲಿ ಸ್ಥಳೀಯ ಶಿಕ್ಷಕರಿಲ್ಲದೆ ಇರುವುದರಿಂದ ಶಾಲೆಯ ಪರಿಸ್ಥಿತಿ ಬಗ್ಗೆ ಸಮಾಲೋಚಿಸಿ ಸ್ಥಳೀಯ ಶಿಕ್ಷಕರನ್ನು ನಿಯೋಜಿಸಲಾಯಿತು. bbox=[645, 1566, 830, 1758]
lead-col-2: ಕೈಗೊಳ್ಳಲಾಗುವುದು. ಅದರೆ, ಜಾತ್ರೆಗೆ ಸೇರುವ ಭಕ್ತರಲ್ಲಿ ಭಕ್ತ ಮೇಳೆ ಎಲ್ಲಾ ಮೂಲದಲ್ಲೂ ಕ್ಷೇತ್ರದ ಆಡಳಿತ ಮಂಡಳಿ ಜವಾಬ್ದಾರಿ ತೆಗೆದುಕೊಳ್ಳಬೇಕು ಎಂದು ಸೂಚನೆ ನೀಡಿದರು. bbox=[253, 496, 438, 553]
devasthana-photo-person bbox=[1040, 1091, 1086, 1225]
devasthana-col-2: ಮತ್ತು ಕೃಷಿ ಯೇತರ ಚಟುವಟಿಕೆ ಕೌಶಲ್ಯಾಭಿವೃದ್ಧಿ ತರಬೇತಿ ಜ್ಞಾನವಿಕಾಸ ಕಾರ್ಯಕ್ರಮಗಳು ಧರ್ಮಸ್ಥಳ ಟ್ರಸ್ಟ್ ಮೂಲಕ ದೇಗುಲ ದೇವಸ್ಥಾನಗಳ ಜೀರ್ಣೋದ್ಧಾರಕ್ಕೆ ನೀಡುತ್ತಿರುವ ಅನುದಾನಗಳು ಹೀಗೆ ಎಲ್ಲಾ ಕಾರ್ಯಕ್ರಮಗಳನ್ನು ಸಮುದಾಯಾಭಿವೃದ್ಧಿಗೋಸ್ಕರ ಬಗ್ಗೆ ಮಾಹಿತಿಯನ್ನು ನೀಡಿದರು. ನಂತರ ಮಾತನಾಡಿದ ಗ್ರಾಮ ಪಂಚಾಯತ್ ಮಾಜಿ ಅಧ್ಯಕ್ಷರು bbox=[1045, 847, 1230, 949]
student-headline-line-2: ತಾಲ್ಲೂಕಿಗೆ ಮತ್ತು ಶಾಲೆಗೆ ಗೌರವ ತಂದಿದ್ದಾಳೆ bbox=[138, 1876, 478, 1904]
epaper-url[interactable]: ಇ-ಪೇಪರ್: www.munjanevarth.com bbox=[938, 96, 1228, 112]
devasthana-col-1: ಮಂಡ್ಯ ಜಿಲ್ಲೆಯ ಮದ್ದೂರು ತಾಲೂಕಿನ ಮೆಣಸಗೆರೆ ಗ್ರಾಮದ ಮಂಚೇಶ್ವರ ದೇವಸ್ಥಾನದ ಜೀರ್ಣೋದ್ಧಾರದ ಕಾಮಗಾರಿಗೆ ಶ್ರೀ ಕ್ಷೇತ್ರ ಧರ್ಮಸ್ಥಳ ಗ್ರಾಮಾಭಿವೃದ್ಧಿ ಯೋಜನಾ ವತಿಯಿಂದ ಪೂಜ್ಯರು ಪ್ರಧಾನ ರೂಪದಲ್ಲಿ ಕಳಿಸಿ ಕೊಟ್ಟಿರುವ 100000 ಮೊತ್ತದ ಡಿ ಡಿ ಯನ್ನು ಮಂಚೇಶ್ವರ ದೇವಸ್ಥಾನದ ಸಮಿತಿಯವರಿಗೆ ಭಾರತೀನಗರ ಯೋಜನಾ ಕಚೇರಿಯ ಯೋಜನಾಧಿಕಾರಿ ಸುರೇಶ್ ಭಟ್ ವಿತರಣೆ ಮಾಡಿದರು. ನಂತರ ಮಾತನಾಡಿದ ಅವರು bbox=[850, 823, 1035, 940]
school-col-3: ವರದಿಯಾಗಿದ್ದ ಸ್ಥಳಕ್ಕೆ ಗ್ರಾಮ ಮತ್ತು ಶಾಲೆಗೆ ಭೇಟಿ ನೀಡಿದ ಸಂದರ್ಭದಲ್ಲಿ ಕಾರ್ಯನಿರ್ವಹಣಾಧಿಕಾರಿ ಮೋನಾರೋತ್ ಅವರು ಶಾಲೆಗೆ ಭೇಟಿ ನೀಡಿ ಶಿಕ್ಷಕರ ಕೊಠಡಿಯಲ್ಲಿ ಪೋಷಕರೊಂದಿಗೆ ಚರ್ಚೆ ನಡೆಸಿದ ಅವರು ಶಾಲೆಯಿಂದ ಬೇರೆ ಶಾಲೆಗೆ ದಾಖಲಾತಿ bbox=[445, 1681, 635, 1753]
bsp-photo-person bbox=[116, 830, 168, 1040]
school-callout-text: ಪೋಷಕರು ಮತ್ತು ಅಧಿಕಾರಿಗಳೊಂದಿಗೆ ಸುದೀರ್ಘವಾಗಿ ಚರ್ಚೆ ನಡೆಸಿದ ಬಳಿಕ, ಶಾಲೆಗೆ ಮಕ್ಕಳನ್ನು ದಾಖಲು ಮಾಡಲು ಪೋಷಕರು ಒಪ್ಪಿಕೊಂಡಿದ್ದಾರೆ. ಹಾಗೂ ಪ್ರಸ್ತುತ ಶಾಲೆಗೆ ಮೂವರು ಶಿಕ್ಷಕರನ್ನು ನಿಯೋಜನೆ ಮಾಡಲಾಗಿದ್ದು, ಮಕ್ಕಳಿಗೆ ಗುಣಮಟ್ಟದ ಶಿಕ್ಷಣ ಕೊಡಿಸಲು ಸೂಚನೆ ನೀಡಲಾಗಿದೆ. ಹಾಗೂ ಶಿಕ್ಷಣ ಇಲಾಖೆಯಿಂದ 15 ದಿನಗಳ ತನಕ ಮಾನಿಟರಿಂಗ್ ಮಾಡುವಂತೆ ಸೂಚನೆ ನೀಡಲಾಗಿದೆ. bbox=[256, 1570, 629, 1624]
column-rule-vertical bbox=[838, 622, 840, 2002]
school-photo-person bbox=[570, 1425, 620, 1560]
